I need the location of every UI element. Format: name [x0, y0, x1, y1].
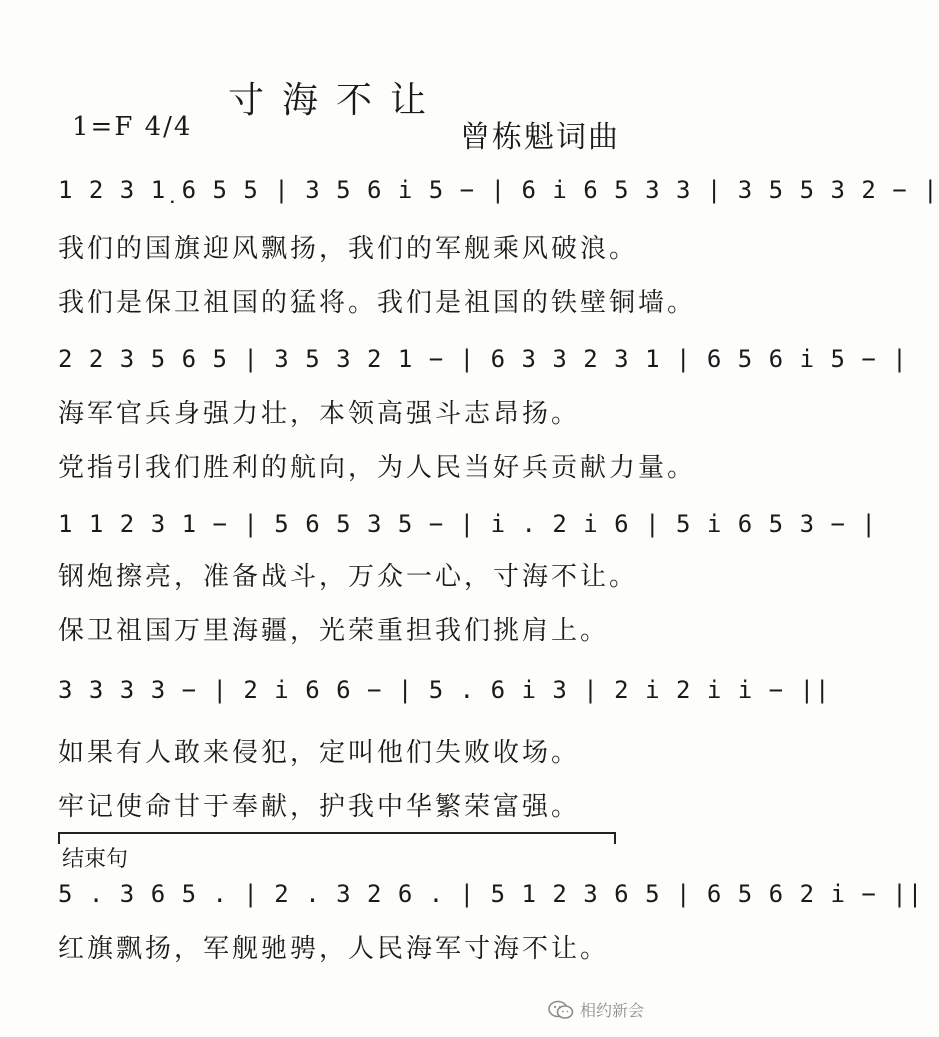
lyric-line-4b: 牢记使命甘于奉献，护我中华繁荣富强。 — [58, 792, 581, 822]
lyric-line-1a: 我们的国旗迎风飘扬，我们的军舰乘风破浪。 — [58, 234, 639, 264]
notation-line-4: 3 3 3 3 − | 2 i 6 6 − | 5 . 6 i 3 | 2 i 2 i i − || — [58, 676, 831, 704]
watermark — [548, 998, 644, 1021]
lyric-line-3a: 钢炮擦亮，准备战斗，万众一心，寸海不让。 — [58, 562, 639, 592]
lyric-line-2a: 海军官兵身强力壮，本领高强斗志昂扬。 — [58, 399, 581, 429]
notation-line-ending: 5 . 3 6 5 . | 2 . 3 2 6 . | 5 1 2 3 6 5 | 6 5 6 2 i − || — [58, 880, 924, 908]
ending-bracket — [58, 832, 616, 844]
key-signature: 1=F 4/4 — [72, 112, 193, 142]
lyric-line-ending: 红旗飘扬，军舰驰骋，人民海军寸海不让。 — [58, 934, 610, 964]
lyric-line-4a: 如果有人敢来侵犯，定叫他们失败收场。 — [58, 738, 581, 768]
lyric-line-1b: 我们是保卫祖国的猛将。我们是祖国的铁壁铜墙。 — [58, 288, 697, 318]
wechat-icon — [548, 1000, 574, 1020]
ending-label: 结束句 — [62, 847, 129, 872]
notation-line-2: 2 2 3 5 6 5 | 3 5 3 2 1 − | 6 3 3 2 3 1 | 6 5 6 i 5 − | — [58, 345, 908, 373]
lyric-line-2b: 党指引我们胜利的航向，为人民当好兵贡献力量。 — [58, 453, 697, 483]
song-title: 寸海不让 — [227, 80, 444, 121]
notation-line-1: 1 2 3 1̣ 6 5 5 | 3 5 6 i 5 − | 6 i 6 5 3 3 | 3 5 5 3 2 − | — [58, 176, 939, 204]
lyric-line-3b: 保卫祖国万里海疆，光荣重担我们挑肩上。 — [58, 616, 610, 646]
author-credit: 曾栋魁词曲 — [460, 120, 620, 155]
notation-line-3: 1 1 2 3 1 − | 5 6 5 3 5 − | i . 2 i 6 | 5 i 6 5 3 − | — [58, 510, 877, 538]
watermark-text: 相约新会 — [580, 1001, 645, 1020]
